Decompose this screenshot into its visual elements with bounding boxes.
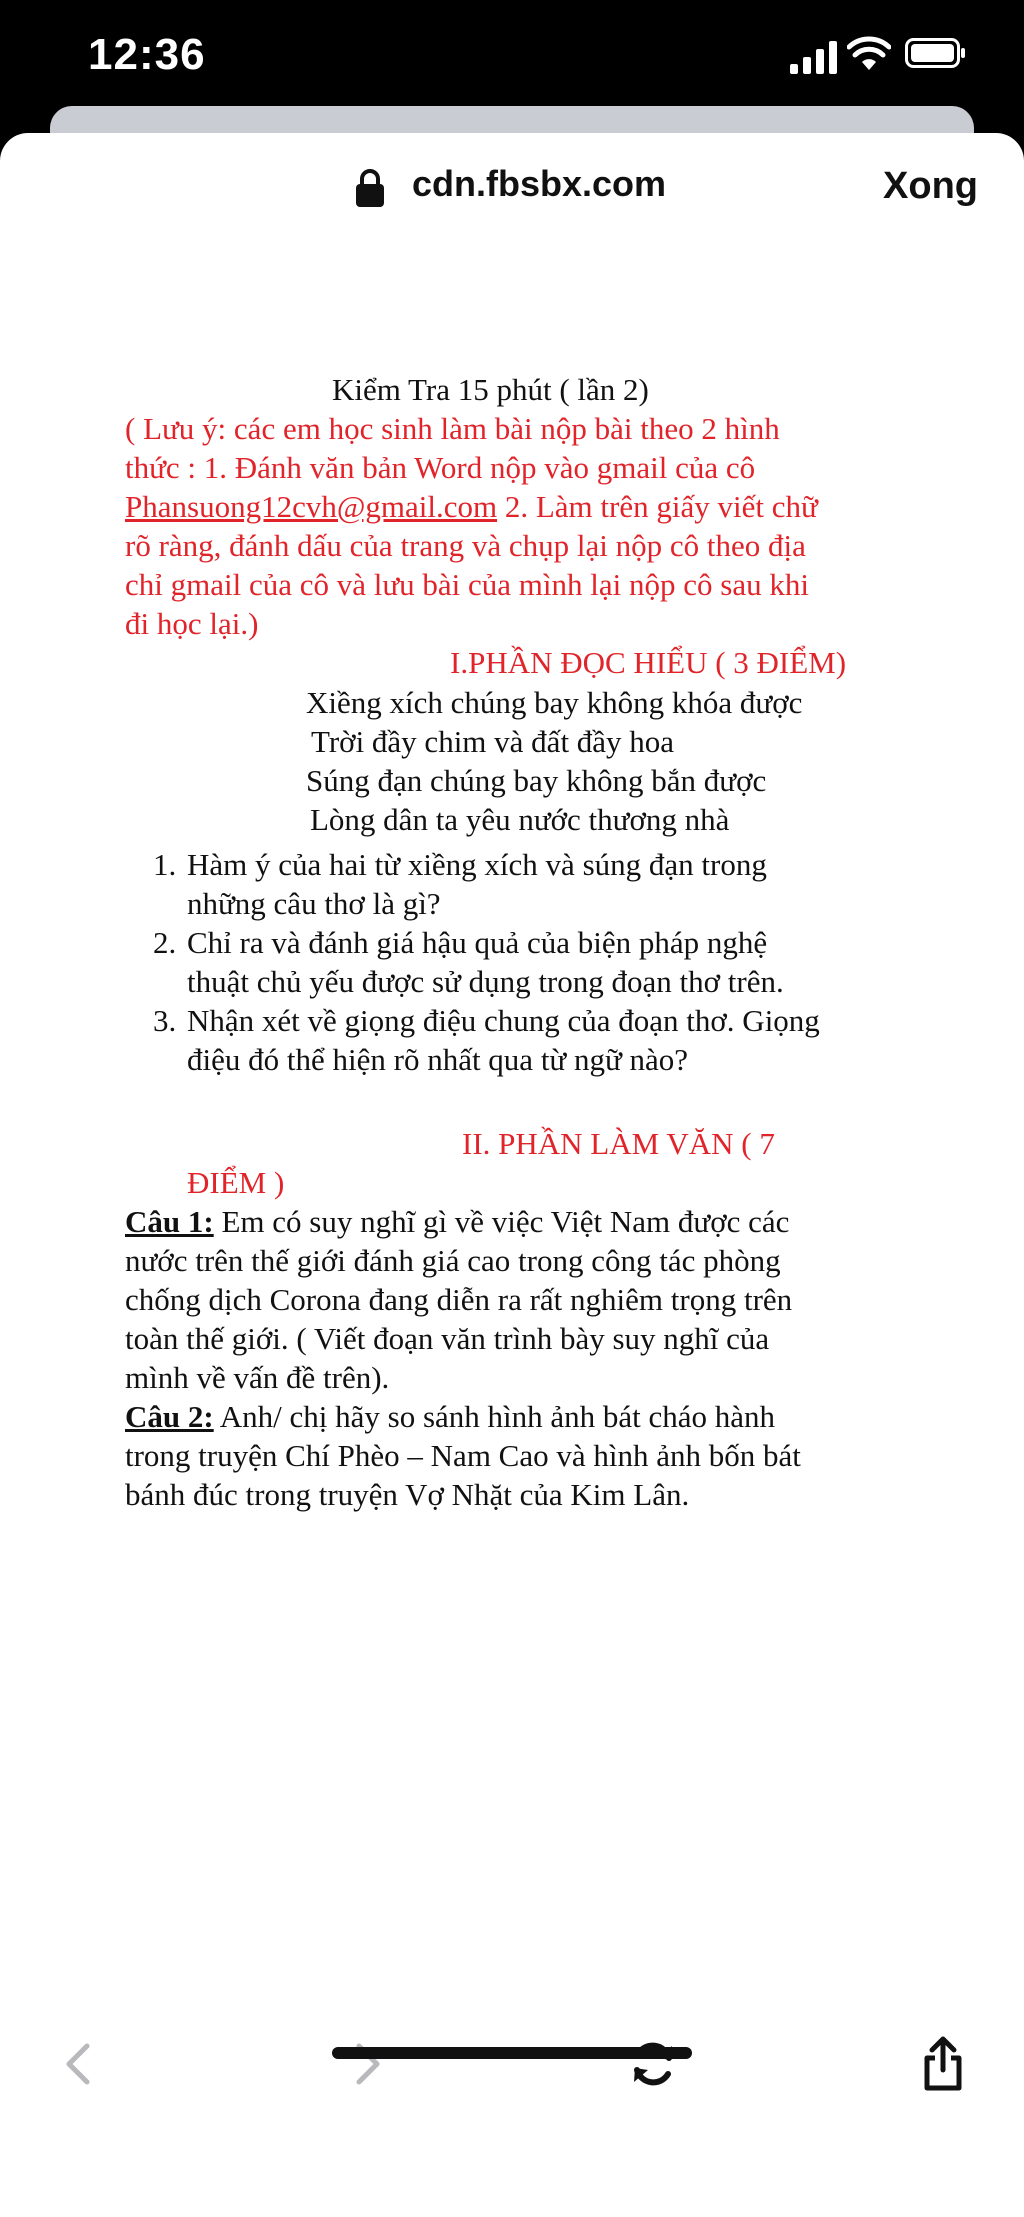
- note-line: thức : 1. Đánh văn bản Word nộp vào gmail của cô: [125, 450, 756, 485]
- cau2-line: [125, 1397, 775, 1436]
- url-label: cdn.fbsbx.com: [412, 163, 667, 204]
- section2-title-cont: ĐIỂM ): [187, 1165, 285, 1200]
- section1-title: I.PHẦN ĐỌC HIỂU ( 3 ĐIỂM): [450, 645, 847, 680]
- cau1-label: Câu 1:: [125, 1204, 214, 1239]
- cau1-line: chống dịch Corona đang diễn ra rất nghiêm trọng trên: [125, 1282, 793, 1317]
- question-text: Hàm ý của hai từ xiềng xích và súng đạn trong: [187, 847, 767, 882]
- cau1-line: mình về vấn đề trên).: [125, 1360, 390, 1395]
- cau1-line: nước trên thế giới đánh giá cao trong công tác phòng: [125, 1243, 781, 1278]
- note-line: đi học lại.): [125, 606, 259, 641]
- battery-icon: [905, 38, 967, 68]
- document-title: Kiểm Tra 15 phút ( lần 2): [332, 372, 649, 407]
- forward-button[interactable]: [333, 2029, 403, 2099]
- back-button[interactable]: [43, 2029, 113, 2099]
- preview-header: [0, 133, 1024, 243]
- cau2-text: Anh/ chị hãy so sánh hình ảnh bát cháo hành: [213, 1399, 776, 1434]
- wifi-icon: [847, 36, 891, 72]
- question-number: 2.: [153, 925, 177, 960]
- note-line: chỉ gmail của cô và lưu bài của mình lại nộp cô sau khi: [125, 567, 809, 602]
- cau1-line: toàn thế giới. ( Viết đoạn văn trình bày suy nghĩ của: [125, 1321, 770, 1356]
- share-button[interactable]: [908, 2029, 978, 2099]
- poem-line: Trời đầy chim và đất đầy hoa: [311, 724, 675, 759]
- note-text: 2. Làm trên giấy viết chữ: [497, 489, 818, 524]
- cau2-line: trong truyện Chí Phèo – Nam Cao và hình ảnh bốn bát: [125, 1438, 801, 1473]
- poem-line: Lòng dân ta yêu nước thương nhà: [310, 802, 730, 837]
- status-time: 12:36: [88, 30, 206, 79]
- question-number: 1.: [153, 847, 177, 882]
- question-text: điệu đó thể hiện rõ nhất qua từ ngữ nào?: [187, 1042, 689, 1077]
- reload-icon: [627, 2038, 679, 2090]
- home-indicator[interactable]: [332, 2047, 692, 2059]
- question-text: những câu thơ là gì?: [187, 886, 441, 921]
- preview-sheet: [0, 133, 1024, 2217]
- poem-line: Súng đạn chúng bay không bắn được: [306, 763, 767, 798]
- back-icon: [63, 2042, 93, 2086]
- section2-title: II. PHẦN LÀM VĂN ( 7: [462, 1126, 775, 1161]
- question-text: Chỉ ra và đánh giá hậu quả của biện pháp nghệ: [187, 925, 768, 960]
- cau2-label: Câu 2:: [125, 1399, 214, 1434]
- question-text: thuật chủ yếu được sử dụng trong đoạn thơ trên.: [187, 964, 784, 999]
- reload-button[interactable]: [618, 2029, 688, 2099]
- note-line: [125, 487, 818, 526]
- cellular-signal-icon: [790, 40, 838, 74]
- done-button[interactable]: Xong: [883, 165, 978, 207]
- question-text: Nhận xét về giọng điệu chung của đoạn thơ. Giọng: [187, 1003, 820, 1038]
- cau1-text: Em có suy nghĩ gì về việc Việt Nam được các: [213, 1204, 790, 1239]
- cau2-line: bánh đúc trong truyện Vợ Nhặt của Kim Lân.: [125, 1477, 690, 1512]
- lock-icon: [355, 168, 385, 208]
- cau1-line: [125, 1202, 789, 1241]
- question-number: 3.: [153, 1003, 177, 1038]
- status-bar: [0, 0, 1024, 120]
- email-link[interactable]: Phansuong12cvh@gmail.com: [125, 489, 498, 524]
- note-line: ( Lưu ý: các em học sinh làm bài nộp bài theo 2 hình: [125, 411, 780, 446]
- note-line: rõ ràng, đánh dấu của trang và chụp lại nộp cô theo địa: [125, 528, 806, 563]
- poem-line: Xiềng xích chúng bay không khóa được: [306, 685, 803, 720]
- share-icon: [921, 2036, 965, 2092]
